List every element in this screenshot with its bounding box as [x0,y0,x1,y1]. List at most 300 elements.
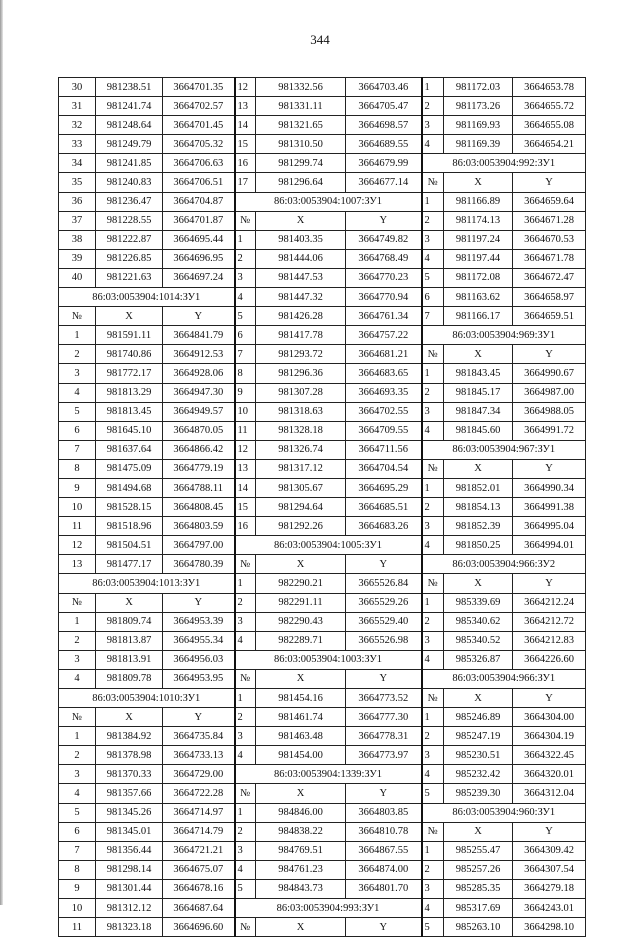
x-coordinate: 981852.01 [444,478,513,497]
point-number: 5 [422,918,444,937]
y-coordinate: 3664703.46 [346,78,422,97]
x-coordinate: 981477.17 [96,555,163,574]
column-header: № [422,822,444,841]
x-coordinate: 981222.87 [96,230,163,249]
y-coordinate: 3664659.51 [513,307,586,326]
x-coordinate: 981461.74 [256,708,346,727]
point-number: 3 [422,879,444,898]
parcel-header: 86:03:0053904:1003:ЗУ1 [235,650,422,669]
y-coordinate: 3665526.84 [346,574,422,593]
y-coordinate: 3664670.53 [513,230,586,249]
x-coordinate: 981173.26 [444,97,513,116]
y-coordinate: 3664994.01 [513,536,586,555]
x-coordinate: 981221.63 [96,268,163,287]
table-row [59,173,586,192]
y-coordinate: 3664714.79 [163,822,235,841]
y-coordinate: 3664709.55 [346,421,422,440]
point-number: 15 [235,498,256,517]
y-coordinate: 3664698.57 [346,116,422,135]
x-coordinate: 981174.13 [444,211,513,230]
column-header: X [444,173,513,192]
point-number: 3 [422,746,444,765]
scan-edge [0,0,3,905]
y-coordinate: 3664808.45 [163,498,235,517]
y-coordinate: 3664770.23 [346,268,422,287]
y-coordinate: 3664788.11 [163,478,235,497]
column-header: X [96,593,163,612]
x-coordinate: 984846.00 [256,803,346,822]
point-number: 3 [235,268,256,287]
y-coordinate: 3664874.00 [346,860,422,879]
table-row [59,669,586,688]
parcel-header: 86:03:0053904:1339:ЗУ1 [235,765,422,784]
point-number: 1 [235,230,256,249]
x-coordinate: 981331.11 [256,97,346,116]
point-number: 9 [59,879,96,898]
point-number: 2 [422,727,444,746]
point-number: 35 [59,173,96,192]
column-header: Y [163,307,235,326]
table-row [59,154,586,173]
table-row [59,498,586,517]
point-number: 4 [235,288,256,307]
point-number: 2 [422,97,444,116]
point-number: 38 [59,230,96,249]
y-coordinate: 3664757.22 [346,326,422,345]
x-coordinate: 985257.26 [444,860,513,879]
point-number: 34 [59,154,96,173]
y-coordinate: 3664322.45 [513,746,586,765]
y-coordinate: 3664949.57 [163,402,235,421]
point-number: 17 [235,173,256,192]
x-coordinate: 981852.39 [444,517,513,536]
column-header: X [444,689,513,708]
y-coordinate: 3664704.54 [346,459,422,478]
x-coordinate: 985340.52 [444,631,513,650]
y-coordinate: 3664659.64 [513,192,586,211]
table-row [59,765,586,784]
table-row [59,97,586,116]
y-coordinate: 3664679.99 [346,154,422,173]
table-row [59,288,586,307]
point-number: 14 [235,116,256,135]
point-number: 3 [59,650,96,669]
x-coordinate: 984838.22 [256,822,346,841]
x-coordinate: 981463.48 [256,727,346,746]
y-coordinate: 3664705.47 [346,97,422,116]
table-row [59,364,586,383]
x-coordinate: 981296.64 [256,173,346,192]
y-coordinate: 3664658.97 [513,288,586,307]
table-row [59,555,586,574]
y-coordinate: 3664701.45 [163,116,235,135]
point-number: 1 [422,708,444,727]
column-header: № [235,211,256,230]
y-coordinate: 3664912.53 [163,345,235,364]
x-coordinate: 985285.35 [444,879,513,898]
y-coordinate: 3664761.34 [346,307,422,326]
column-header: № [422,173,444,192]
x-coordinate: 981504.51 [96,536,163,555]
point-number: 1 [422,192,444,211]
y-coordinate: 3664697.24 [163,268,235,287]
x-coordinate: 985232.42 [444,765,513,784]
x-coordinate: 982289.71 [256,631,346,650]
point-number: 3 [59,765,96,784]
point-number: 5 [59,803,96,822]
point-number: 7 [235,345,256,364]
point-number: 2 [235,708,256,727]
y-coordinate: 3664773.97 [346,746,422,765]
x-coordinate: 981370.33 [96,765,163,784]
column-header: № [235,918,256,937]
x-coordinate: 981447.53 [256,268,346,287]
x-coordinate: 981166.17 [444,307,513,326]
table-row [59,574,586,593]
column-header: Y [346,211,422,230]
point-number: 3 [422,517,444,536]
y-coordinate: 3664953.95 [163,669,235,688]
y-coordinate: 3664955.34 [163,631,235,650]
column-header: Y [346,784,422,803]
point-number: 5 [235,879,256,898]
y-coordinate: 3664687.64 [163,899,235,918]
x-coordinate: 981345.26 [96,803,163,822]
y-coordinate: 3664696.60 [163,918,235,937]
y-coordinate: 3664689.55 [346,135,422,154]
x-coordinate: 981772.17 [96,364,163,383]
y-coordinate: 3664693.35 [346,383,422,402]
point-number: 4 [422,650,444,669]
x-coordinate: 984761.23 [256,860,346,879]
point-number: 4 [59,383,96,402]
point-number: 16 [235,517,256,536]
y-coordinate: 3664671.78 [513,249,586,268]
parcel-header: 86:03:0053904:1005:ЗУ1 [235,536,422,555]
y-coordinate: 3664695.44 [163,230,235,249]
y-coordinate: 3664810.78 [346,822,422,841]
table-row [59,536,586,555]
y-coordinate: 3664706.51 [163,173,235,192]
x-coordinate: 981591.11 [96,326,163,345]
point-number: 36 [59,192,96,211]
y-coordinate: 3664928.06 [163,364,235,383]
point-number: 2 [422,211,444,230]
point-number: 10 [235,402,256,421]
y-coordinate: 3664298.10 [513,918,586,937]
point-number: 6 [59,421,96,440]
parcel-header: 86:03:0053904:960:ЗУ1 [422,803,586,822]
y-coordinate: 3664655.72 [513,97,586,116]
x-coordinate: 981426.28 [256,307,346,326]
table-row [59,822,586,841]
column-header: № [235,784,256,803]
column-header: Y [163,708,235,727]
x-coordinate: 985263.10 [444,918,513,937]
point-number: 11 [59,517,96,536]
column-header: X [96,307,163,326]
table-row [59,78,586,97]
y-coordinate: 3664867.55 [346,841,422,860]
x-coordinate: 981172.08 [444,268,513,287]
column-header: № [422,459,444,478]
y-coordinate: 3664683.26 [346,517,422,536]
y-coordinate: 3664243.01 [513,899,586,918]
table-row [59,918,586,937]
x-coordinate: 981417.78 [256,326,346,345]
point-number: 2 [59,746,96,765]
x-coordinate: 981241.85 [96,154,163,173]
y-coordinate: 3664866.42 [163,440,235,459]
point-number: 2 [59,631,96,650]
point-number: 13 [59,555,96,574]
point-number: 7 [422,307,444,326]
x-coordinate: 981809.78 [96,669,163,688]
point-number: 4 [235,631,256,650]
x-coordinate: 981298.14 [96,860,163,879]
parcel-header: 86:03:0053904:993:ЗУ1 [235,899,422,918]
point-number: 6 [59,822,96,841]
table-row [59,211,586,230]
column-header: X [444,574,513,593]
point-number: 4 [422,135,444,154]
point-number: 5 [422,784,444,803]
point-number: 3 [422,230,444,249]
point-number: 5 [422,268,444,287]
column-header: X [256,784,346,803]
x-coordinate: 981740.86 [96,345,163,364]
x-coordinate: 985255.47 [444,841,513,860]
y-coordinate: 3664990.67 [513,364,586,383]
parcel-header: 86:03:0053904:969:ЗУ1 [422,326,586,345]
point-number: 2 [59,345,96,364]
x-coordinate: 981292.26 [256,517,346,536]
y-coordinate: 3664987.00 [513,383,586,402]
y-coordinate: 3664681.21 [346,345,422,364]
parcel-header: 86:03:0053904:992:ЗУ1 [422,154,586,173]
x-coordinate: 981847.34 [444,402,513,421]
table-row [59,326,586,345]
y-coordinate: 3664279.18 [513,879,586,898]
column-header: № [59,307,96,326]
point-number: 1 [59,612,96,631]
x-coordinate: 981307.28 [256,383,346,402]
y-coordinate: 3664953.39 [163,612,235,631]
point-number: 11 [59,918,96,937]
coordinates-table [58,77,586,937]
x-coordinate: 981321.65 [256,116,346,135]
x-coordinate: 985340.62 [444,612,513,631]
column-header: Y [513,574,586,593]
y-coordinate: 3664653.78 [513,78,586,97]
y-coordinate: 3664320.01 [513,765,586,784]
column-header: Y [346,555,422,574]
point-number: 5 [235,307,256,326]
point-number: 4 [59,784,96,803]
y-coordinate: 3664212.24 [513,593,586,612]
x-coordinate: 981238.51 [96,78,163,97]
point-number: 8 [59,860,96,879]
x-coordinate: 981236.47 [96,192,163,211]
y-coordinate: 3664797.00 [163,536,235,555]
parcel-header: 86:03:0053904:1013:ЗУ1 [59,574,235,593]
column-header: Y [163,593,235,612]
x-coordinate: 981228.55 [96,211,163,230]
y-coordinate: 3664773.52 [346,689,422,708]
table-row [59,230,586,249]
column-header: X [256,211,346,230]
parcel-header: 86:03:0053904:966:ЗУ1 [422,669,586,688]
point-number: 12 [235,440,256,459]
y-coordinate: 3665529.40 [346,612,422,631]
x-coordinate: 981813.45 [96,402,163,421]
table-row [59,307,586,326]
x-coordinate: 981163.62 [444,288,513,307]
table-row [59,708,586,727]
column-header: Y [513,345,586,364]
y-coordinate: 3664735.84 [163,727,235,746]
point-number: 32 [59,116,96,135]
table-row [59,746,586,765]
column-header: № [422,689,444,708]
column-header: X [444,459,513,478]
table-row [59,612,586,631]
x-coordinate: 985230.51 [444,746,513,765]
table-row [59,841,586,860]
x-coordinate: 984769.51 [256,841,346,860]
x-coordinate: 981447.32 [256,288,346,307]
x-coordinate: 981169.39 [444,135,513,154]
x-coordinate: 981845.60 [444,421,513,440]
x-coordinate: 981854.13 [444,498,513,517]
point-number: 1 [422,593,444,612]
point-number: 2 [235,822,256,841]
x-coordinate: 981310.50 [256,135,346,154]
parcel-header: 86:03:0053904:966:ЗУ2 [422,555,586,574]
point-number: 12 [235,78,256,97]
table-row [59,899,586,918]
y-coordinate: 3664701.87 [163,211,235,230]
y-coordinate: 3664307.54 [513,860,586,879]
y-coordinate: 3664711.56 [346,440,422,459]
y-coordinate: 3665526.98 [346,631,422,650]
point-number: 1 [59,727,96,746]
table-row [59,116,586,135]
y-coordinate: 3664995.04 [513,517,586,536]
x-coordinate: 981296.36 [256,364,346,383]
point-number: 2 [422,498,444,517]
parcel-header: 86:03:0053904:1014:ЗУ1 [59,288,235,307]
y-coordinate: 3664841.79 [163,326,235,345]
x-coordinate: 981293.72 [256,345,346,364]
x-coordinate: 981305.67 [256,478,346,497]
point-number: 7 [59,841,96,860]
x-coordinate: 981166.89 [444,192,513,211]
table-row [59,650,586,669]
point-number: 1 [59,326,96,345]
table-row [59,517,586,536]
table-row [59,421,586,440]
x-coordinate: 981294.64 [256,498,346,517]
y-coordinate: 3664777.30 [346,708,422,727]
y-coordinate: 3664705.32 [163,135,235,154]
y-coordinate: 3664991.38 [513,498,586,517]
y-coordinate: 3664675.07 [163,860,235,879]
x-coordinate: 981475.09 [96,459,163,478]
x-coordinate: 985247.19 [444,727,513,746]
y-coordinate: 3664695.29 [346,478,422,497]
x-coordinate: 985326.87 [444,650,513,669]
table-row [59,478,586,497]
y-coordinate: 3664655.08 [513,116,586,135]
y-coordinate: 3664991.72 [513,421,586,440]
table-row [59,192,586,211]
y-coordinate: 3664990.34 [513,478,586,497]
x-coordinate: 981332.56 [256,78,346,97]
point-number: 8 [59,459,96,478]
point-number: 16 [235,154,256,173]
column-header: Y [513,822,586,841]
point-number: 3 [59,364,96,383]
point-number: 4 [422,765,444,784]
table-row [59,459,586,478]
column-header: № [422,574,444,593]
point-number: 6 [235,326,256,345]
parcel-header: 86:03:0053904:1007:ЗУ1 [235,192,422,211]
point-number: 40 [59,268,96,287]
table-row [59,345,586,364]
x-coordinate: 981378.98 [96,746,163,765]
y-coordinate: 3664714.97 [163,803,235,822]
column-header: № [235,555,256,574]
point-number: 8 [235,364,256,383]
y-coordinate: 3664801.70 [346,879,422,898]
table-row [59,860,586,879]
point-number: 12 [59,536,96,555]
point-number: 2 [235,593,256,612]
column-header: X [256,918,346,937]
x-coordinate: 981345.01 [96,822,163,841]
parcel-header: 86:03:0053904:967:ЗУ1 [422,440,586,459]
y-coordinate: 3664702.57 [163,97,235,116]
point-number: 3 [422,116,444,135]
x-coordinate: 985246.89 [444,708,513,727]
y-coordinate: 3664706.63 [163,154,235,173]
point-number: 2 [235,249,256,268]
table-row [59,727,586,746]
y-coordinate: 3664779.19 [163,459,235,478]
y-coordinate: 3664685.51 [346,498,422,517]
y-coordinate: 3664654.21 [513,135,586,154]
column-header: № [422,345,444,364]
y-coordinate: 3664671.28 [513,211,586,230]
y-coordinate: 3664803.85 [346,803,422,822]
x-coordinate: 984843.73 [256,879,346,898]
y-coordinate: 3664309.42 [513,841,586,860]
y-coordinate: 3664749.82 [346,230,422,249]
point-number: 1 [422,841,444,860]
x-coordinate: 981403.35 [256,230,346,249]
y-coordinate: 3664778.31 [346,727,422,746]
table-row [59,784,586,803]
point-number: 15 [235,135,256,154]
column-header: Y [346,918,422,937]
point-number: 1 [235,803,256,822]
x-coordinate: 981813.87 [96,631,163,650]
point-number: 3 [235,727,256,746]
point-number: 3 [422,631,444,650]
x-coordinate: 981241.74 [96,97,163,116]
